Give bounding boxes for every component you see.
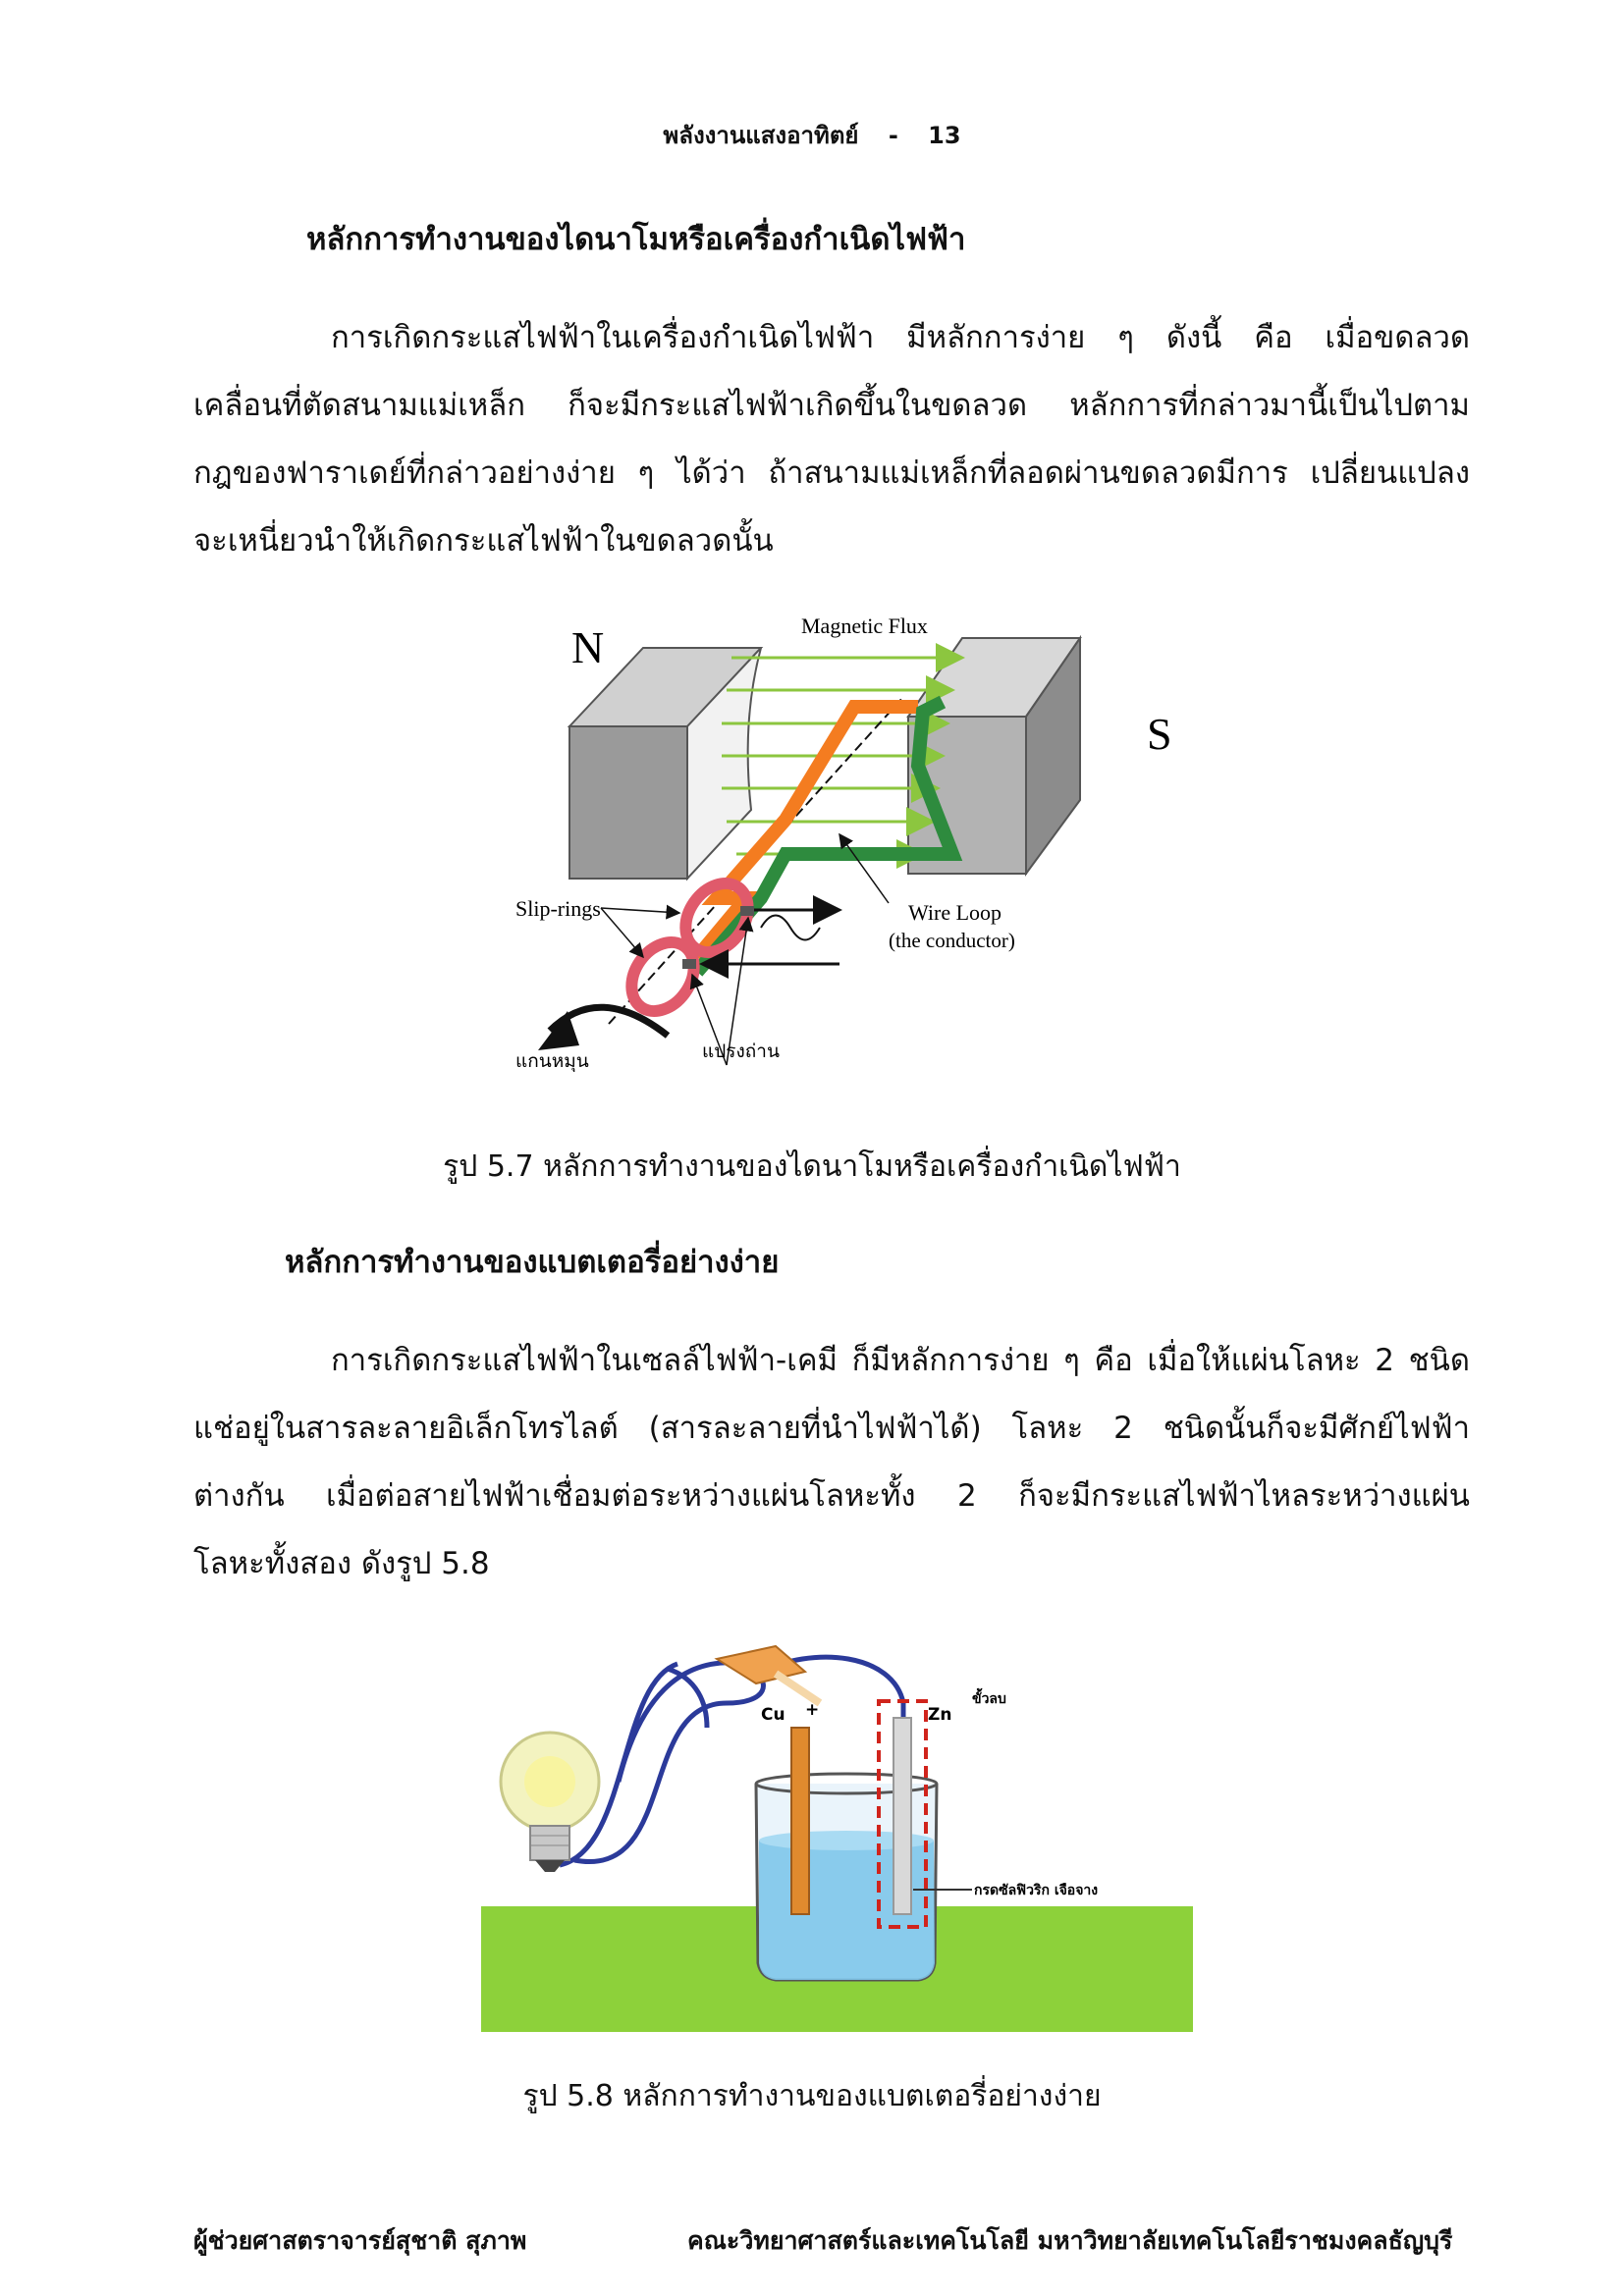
paragraph-line: การเกิดกระแสไฟฟ้าในเซลล์ไฟฟ้า-เคมี ก็มีหลักการง่าย ๆ คือ เมื่อให้แผ่นโลหะ 2 ชนิด: [331, 1343, 1470, 1378]
footer-author: ผู้ช่วยศาสตราจารย์สุชาติ สุภาพ: [193, 2226, 527, 2255]
acid-label: กรดซัลฟิวริก เจือจาง: [974, 1883, 1099, 1898]
negative-pole-label: ขั้วลบ: [972, 1691, 1006, 1707]
pole-n-label: N: [571, 622, 605, 672]
paragraph-line: การเกิดกระแสไฟฟ้าในเครื่องกำเนิดไฟฟ้า มีหลักการง่าย ๆ ดังนี้ คือ เมื่อขดลวด: [331, 320, 1470, 355]
generator-diagram: [491, 604, 1198, 1095]
hand-probe: [717, 1646, 805, 1683]
figure-caption-5-7: รูป 5.7 หลักการทำงานของไดนาโมหรือเครื่องกำเนิดไฟฟ้า: [443, 1149, 1181, 1184]
north-magnet: [569, 648, 761, 879]
zinc-electrode: [893, 1718, 911, 1914]
paragraph-line: จะเหนี่ยวนำให้เกิดกระแสไฟฟ้าในขดลวดนั้น: [193, 523, 774, 559]
paragraph-line: แช่อยู่ในสารละลายอิเล็กโทรไลต์ (สารละลายที่นำไฟฟ้าได้) โลหะ 2 ชนิดนั้นก็จะมีศักย์ไฟฟ้า: [193, 1411, 1470, 1446]
brushes-label: แปรงถ่าน: [702, 1041, 780, 1062]
zinc-label: Zn: [928, 1705, 952, 1725]
pole-s-label: S: [1147, 709, 1172, 759]
figure-caption-5-8: รูป 5.8 หลักการทำงานของแบตเตอรี่อย่างง่าย: [522, 2079, 1102, 2113]
header-title: พลังงานแสงอาทิตย์: [663, 122, 859, 149]
section-heading-battery: หลักการทำงานของแบตเตอรี่อย่างง่าย: [285, 1245, 780, 1280]
brush-upper: [740, 906, 754, 916]
brush-lower: [682, 959, 696, 969]
header-separator: -: [888, 122, 898, 149]
paragraph-line: กฎของฟาราเดย์ที่กล่าวอย่างง่าย ๆ ได้ว่า ถ้าสนามแม่เหล็กที่ลอดผ่านขดลวดมีการ เปลี่ยนแปลง: [193, 455, 1470, 491]
ac-wave-icon: [761, 916, 820, 940]
magnetic-flux-label: Magnetic Flux: [801, 614, 928, 638]
paragraph-battery: [193, 1327, 1470, 1598]
copper-electrode: [791, 1728, 809, 1914]
battery-diagram: [481, 1625, 1193, 2032]
page-header: [0, 116, 1624, 154]
copper-label: Cu: [761, 1705, 785, 1725]
section-heading-dynamo: หลักการทำงานของไดนาโมหรือเครื่องกำเนิดไฟฟ้า: [306, 222, 966, 257]
conductor-label: (the conductor): [889, 929, 1015, 952]
positive-label: +: [805, 1700, 820, 1720]
paragraph-line: โลหะทั้งสอง ดังรูป 5.8: [193, 1546, 490, 1581]
paragraph-dynamo: [193, 304, 1470, 575]
wire-loop-label: Wire Loop: [908, 900, 1002, 925]
probe-rod: [776, 1674, 820, 1703]
axis-label: แกนหมุน: [515, 1050, 589, 1072]
footer-institution: คณะวิทยาศาสตร์และเทคโนโลยี มหาวิทยาลัยเทคโนโลยีราชมงคลธัญบุรี: [687, 2226, 1453, 2255]
slip-rings-label: Slip-rings: [515, 896, 601, 921]
page-number: 13: [928, 122, 961, 149]
paragraph-line: ต่างกัน เมื่อต่อสายไฟฟ้าเชื่อมต่อระหว่างแผ่นโลหะทั้ง 2 ก็จะมีกระแสไฟฟ้าไหลระหว่างแผ่น: [193, 1478, 1470, 1514]
paragraph-line: เคลื่อนที่ตัดสนามแม่เหล็ก ก็จะมีกระแสไฟฟ้าเกิดขึ้นในขดลวด หลักการที่กล่าวมานี้เป็นไปตาม: [193, 388, 1470, 423]
